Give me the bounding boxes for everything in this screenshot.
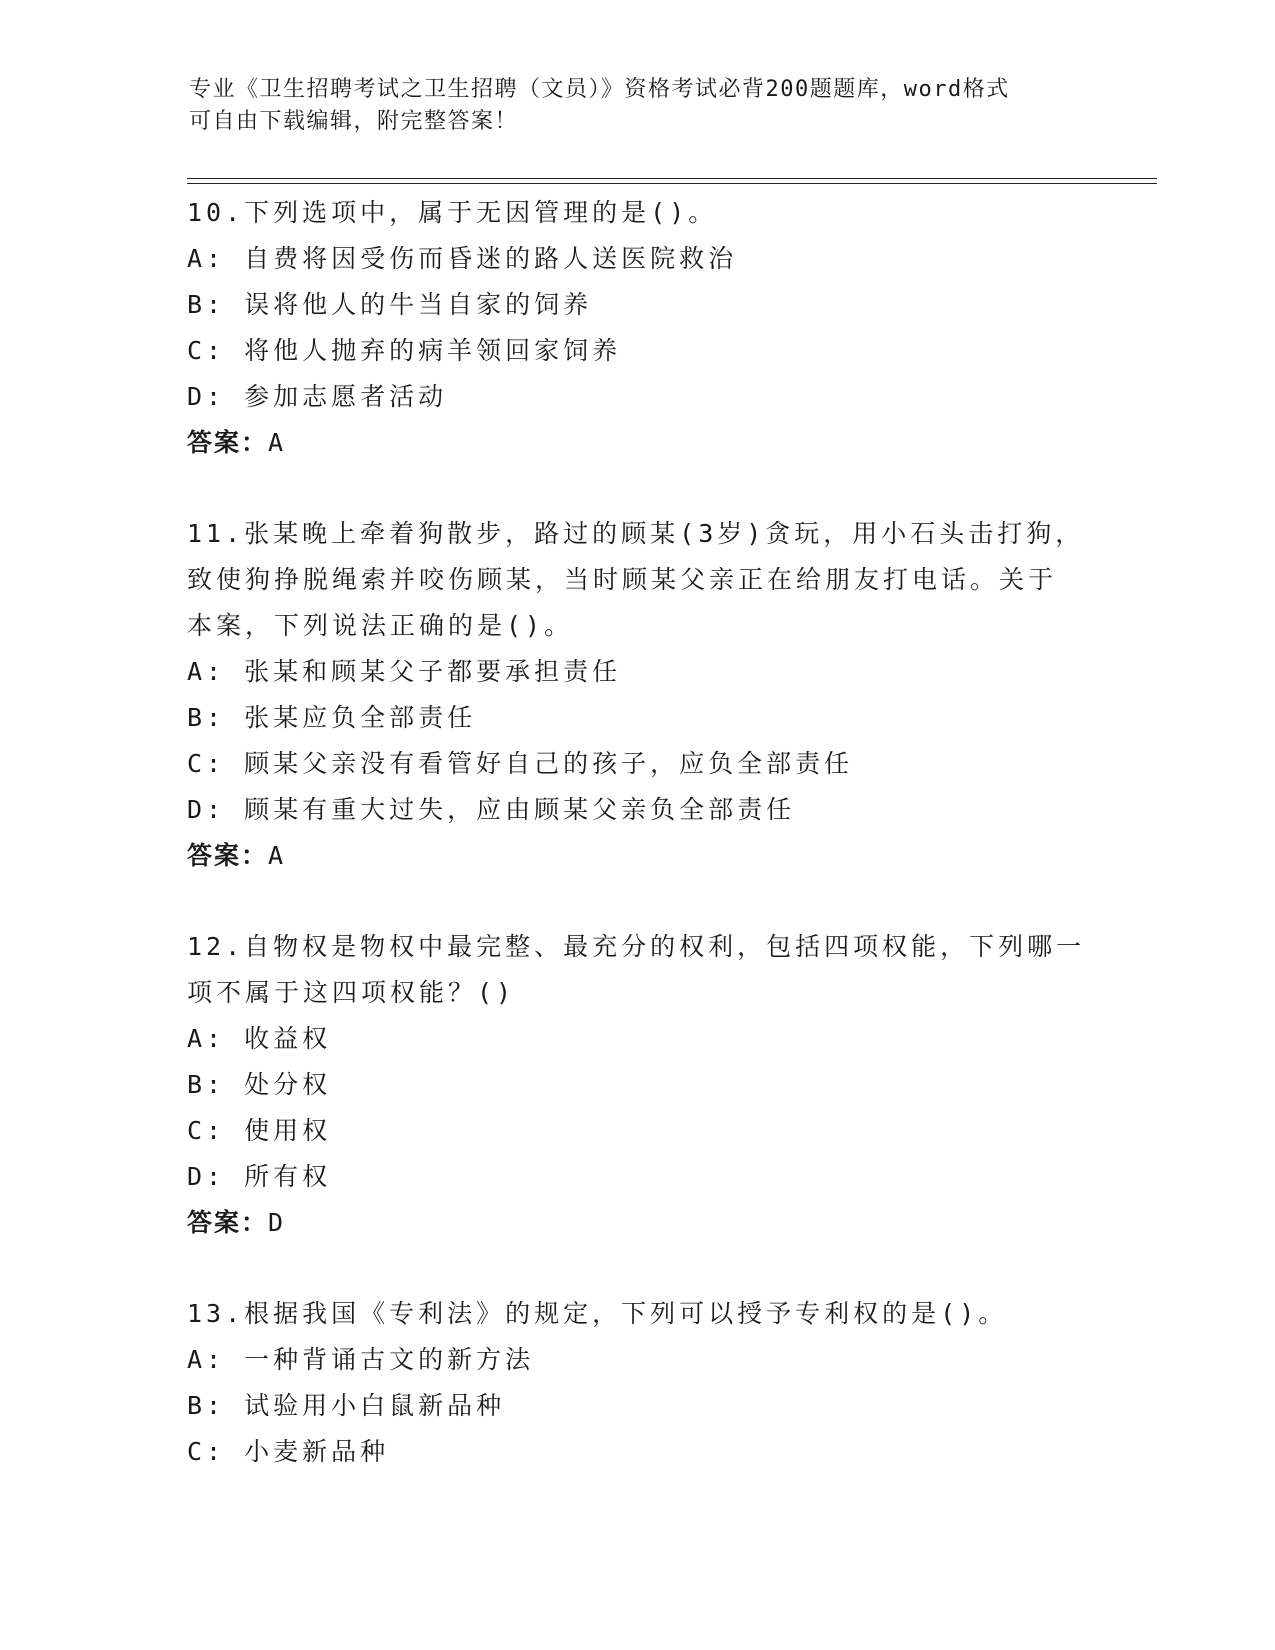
option-c: C: 使用权 [187, 1116, 332, 1145]
answer-label: 答案： [187, 1208, 269, 1237]
answer-line [187, 833, 1087, 879]
question-12 [187, 924, 1087, 1246]
answer-value: A [268, 428, 286, 457]
answer-value: D [268, 1208, 286, 1237]
option-d: D: 顾某有重大过失，应由顾某父亲负全部责任 [187, 795, 796, 824]
option-b: B: 误将他人的牛当自家的饲养 [187, 290, 593, 319]
question-stem: 10.下列选项中，属于无因管理的是()。 [187, 198, 718, 227]
question-13 [187, 1291, 1087, 1475]
answer-line [187, 420, 1087, 466]
answer-label: 答案： [187, 841, 269, 870]
question-stem: 12.自物权是物权中最完整、最充分的权利，包括四项权能，下列哪一 [187, 932, 1086, 961]
question-stem: 11.张某晚上牵着狗散步，路过的顾某(3岁)贪玩，用小石头击打狗， [187, 519, 1085, 548]
option-b: B: 张某应负全部责任 [187, 703, 477, 732]
option-a: A: 收益权 [187, 1024, 332, 1053]
header-divider-bottom [187, 183, 1157, 184]
question-stem: 项不属于这四项权能？() [187, 978, 516, 1007]
question-stem: 本案，下列说法正确的是()。 [187, 611, 574, 640]
option-c: C: 小麦新品种 [187, 1437, 390, 1466]
question-10 [187, 190, 1087, 466]
answer-value: A [268, 841, 286, 870]
header-title-line-2: 可自由下载编辑，附完整答案！ [189, 109, 519, 134]
answer-label: 答案： [187, 428, 269, 457]
option-a: A: 张某和顾某父子都要承担责任 [187, 657, 622, 686]
answer-line [187, 1200, 1087, 1246]
question-stem: 致使狗挣脱绳索并咬伤顾某，当时顾某父亲正在给朋友打电话。关于 [187, 565, 1058, 594]
option-d: D: 所有权 [187, 1162, 332, 1191]
option-b: B: 试验用小白鼠新品种 [187, 1391, 506, 1420]
header-divider-top [187, 178, 1157, 179]
question-11 [187, 511, 1087, 879]
document-header [189, 74, 1089, 138]
option-c: C: 顾某父亲没有看管好自己的孩子，应负全部责任 [187, 749, 854, 778]
option-a: A: 一种背诵古文的新方法 [187, 1345, 535, 1374]
option-b: B: 处分权 [187, 1070, 332, 1099]
header-title-line-1: 专业《卫生招聘考试之卫生招聘（文员）》资格考试必背200题题库，word格式 [189, 77, 1010, 102]
option-a: A: 自费将因受伤而昏迷的路人送医院救治 [187, 244, 738, 273]
question-list [187, 190, 1087, 1520]
option-d: D: 参加志愿者活动 [187, 382, 448, 411]
option-c: C: 将他人抛弃的病羊领回家饲养 [187, 336, 622, 365]
question-stem: 13.根据我国《专利法》的规定，下列可以授予专利权的是()。 [187, 1299, 1008, 1328]
